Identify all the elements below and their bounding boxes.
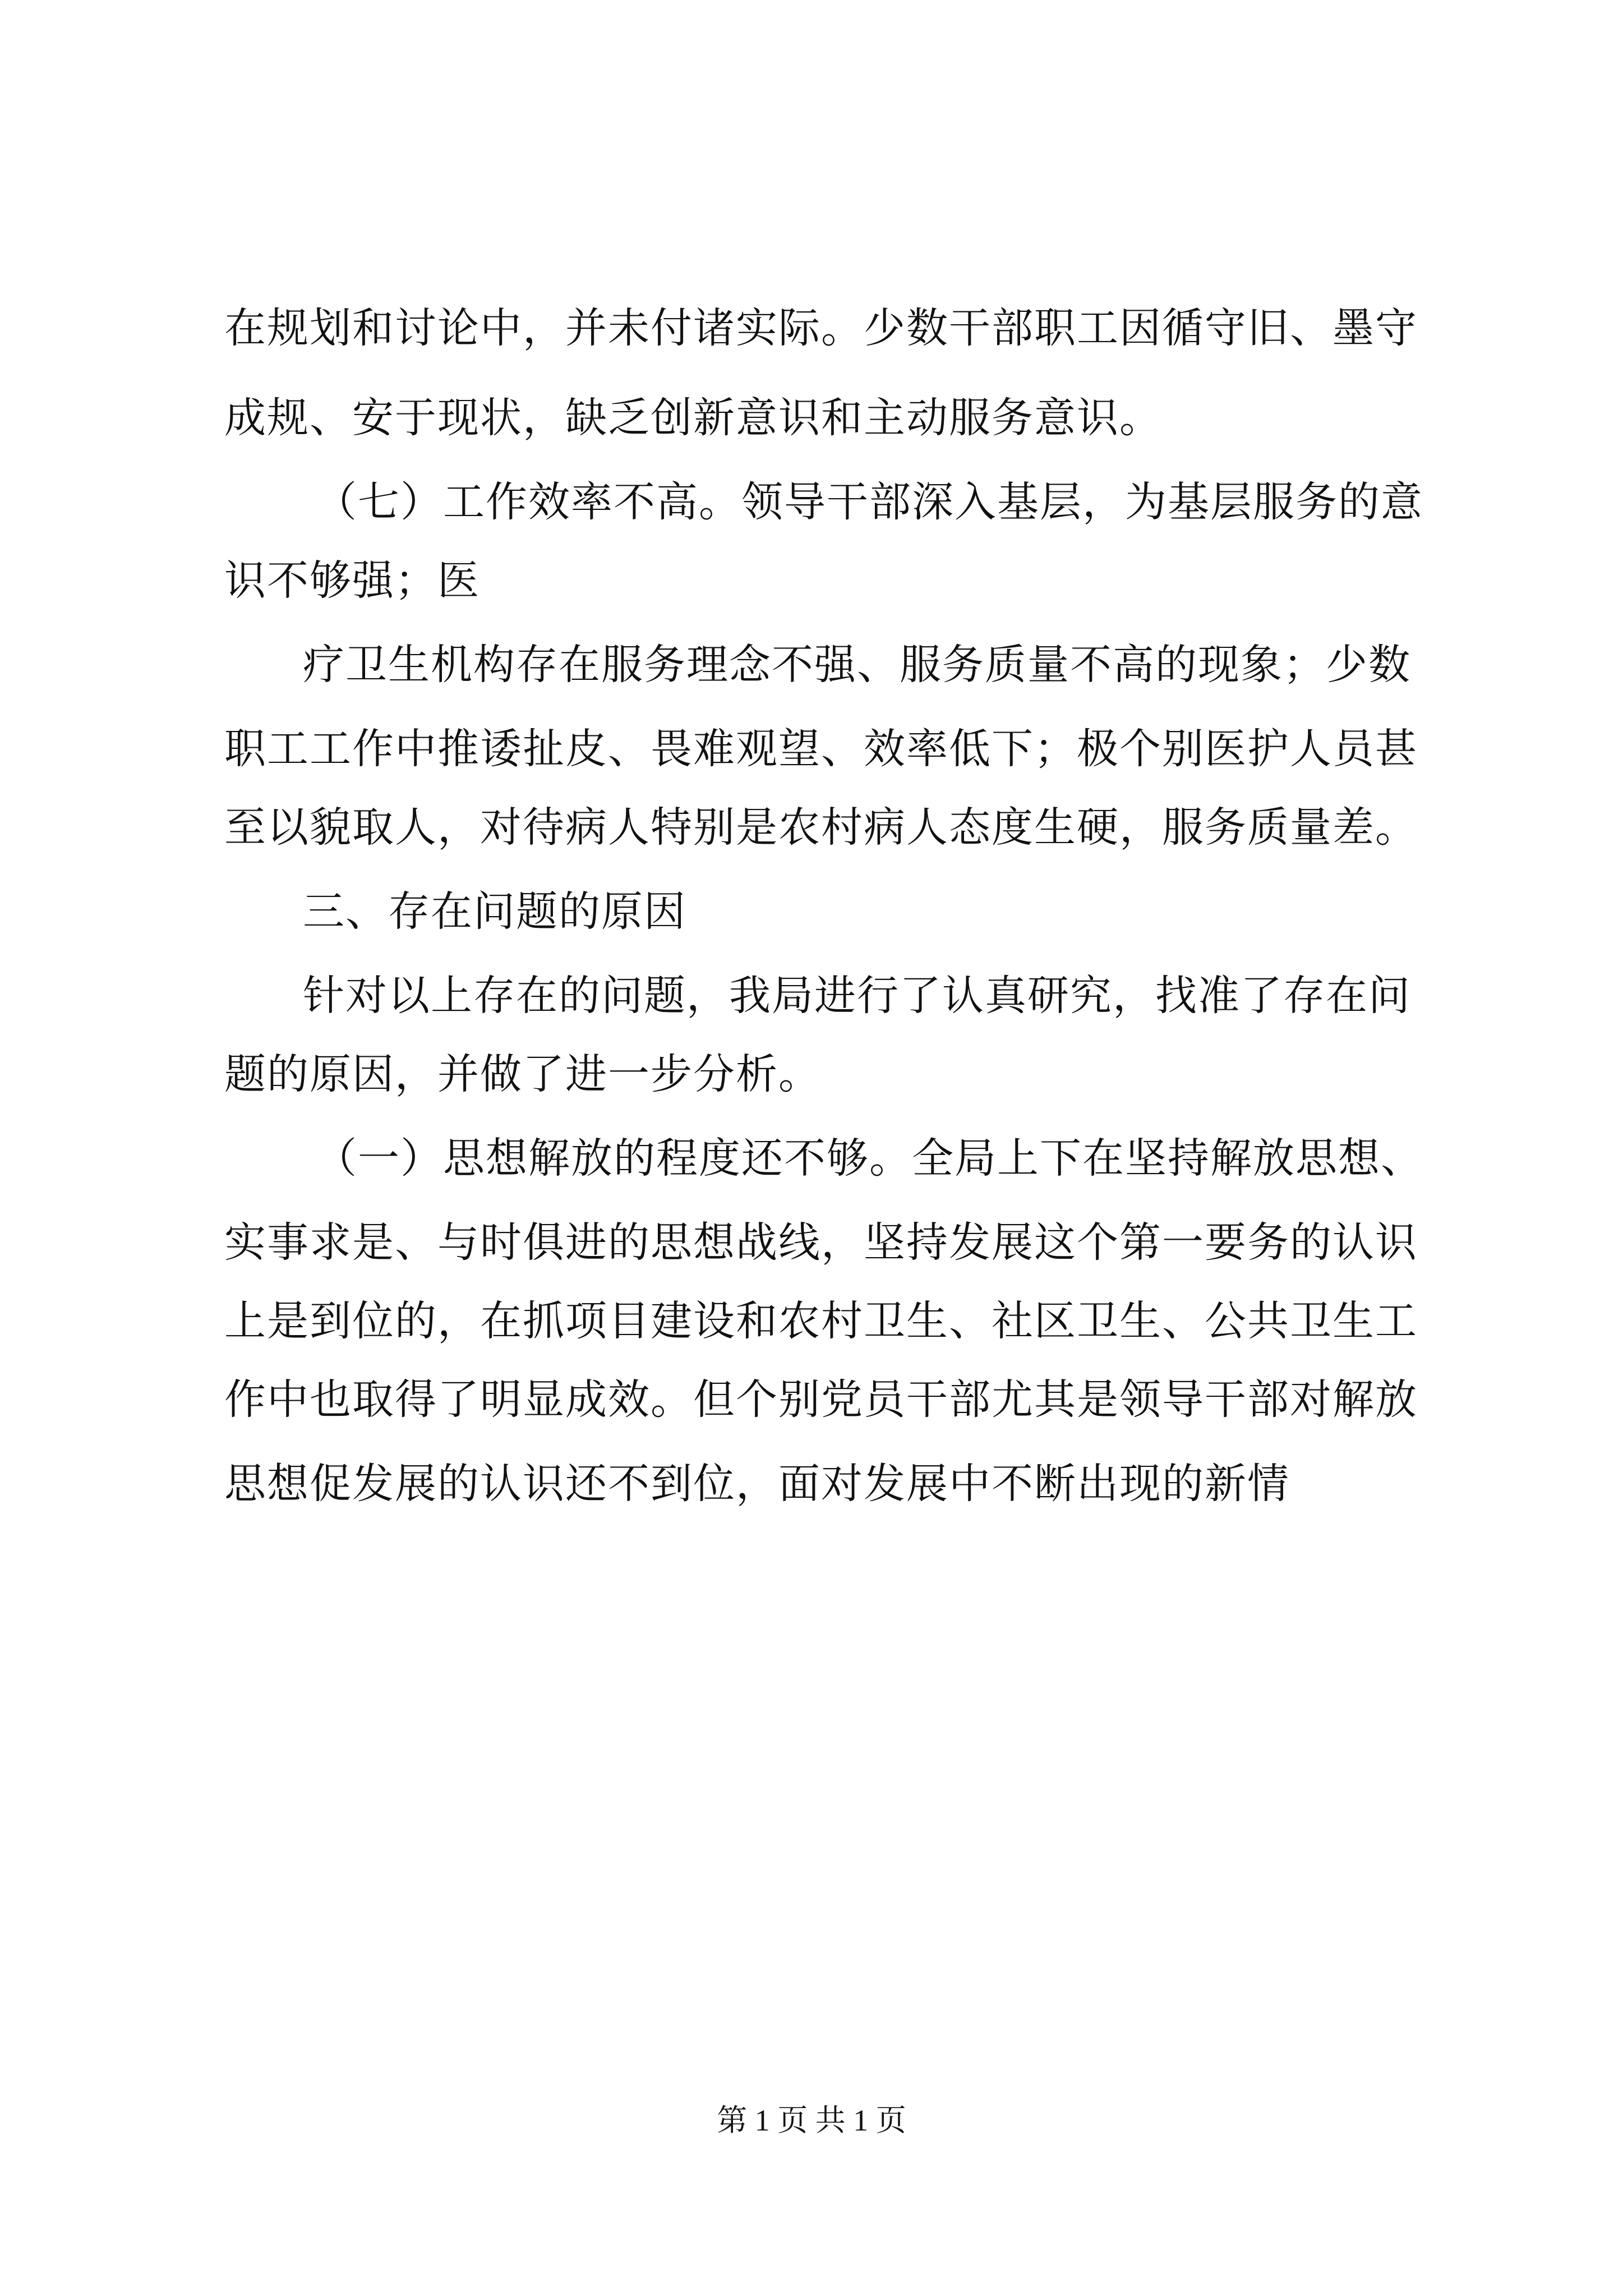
text-line: 实事求是、与时俱进的思想战线，坚持发展这个第一要务的认识 — [224, 1218, 1418, 1267]
text-line: （七）工作效率不高。领导干部深入基层，为基层服务的意 — [315, 478, 1423, 526]
text-line: 作中也取得了明显成效。但个别党员干部尤其是领导干部对解放 — [224, 1375, 1418, 1424]
page-number-footer: 第 1 页 共 1 页 — [717, 2104, 906, 2137]
text-line: 至以貌取人，对待病人特别是农村病人态度生硬，服务质量差。 — [224, 803, 1418, 852]
text-line: 识不够强；医 — [224, 556, 480, 605]
text-line: 针对以上存在的问题，我局进行了认真研究，找准了存在问 — [303, 972, 1411, 1020]
text-line: （一）思想解放的程度还不够。全局上下在坚持解放思想、 — [315, 1134, 1423, 1182]
text-line: 思想促发展的认识还不到位，面对发展中不断出现的新情 — [224, 1460, 1290, 1508]
text-line: 疗卫生机构存在服务理念不强、服务质量不高的现象；少数 — [303, 641, 1411, 689]
section-heading: 三、存在问题的原因 — [303, 887, 686, 936]
text-line: 上是到位的，在抓项目建设和农村卫生、社区卫生、公共卫生工 — [224, 1297, 1418, 1345]
text-line: 在规划和讨论中，并未付诸实际。少数干部职工因循守旧、墨守 — [224, 304, 1418, 352]
text-line: 题的原因，并做了进一步分析。 — [224, 1050, 821, 1098]
text-line: 成规、安于现状，缺乏创新意识和主动服务意识。 — [224, 394, 1162, 442]
text-line: 职工工作中推诿扯皮、畏难观望、效率低下；极个别医护人员甚 — [224, 725, 1418, 773]
